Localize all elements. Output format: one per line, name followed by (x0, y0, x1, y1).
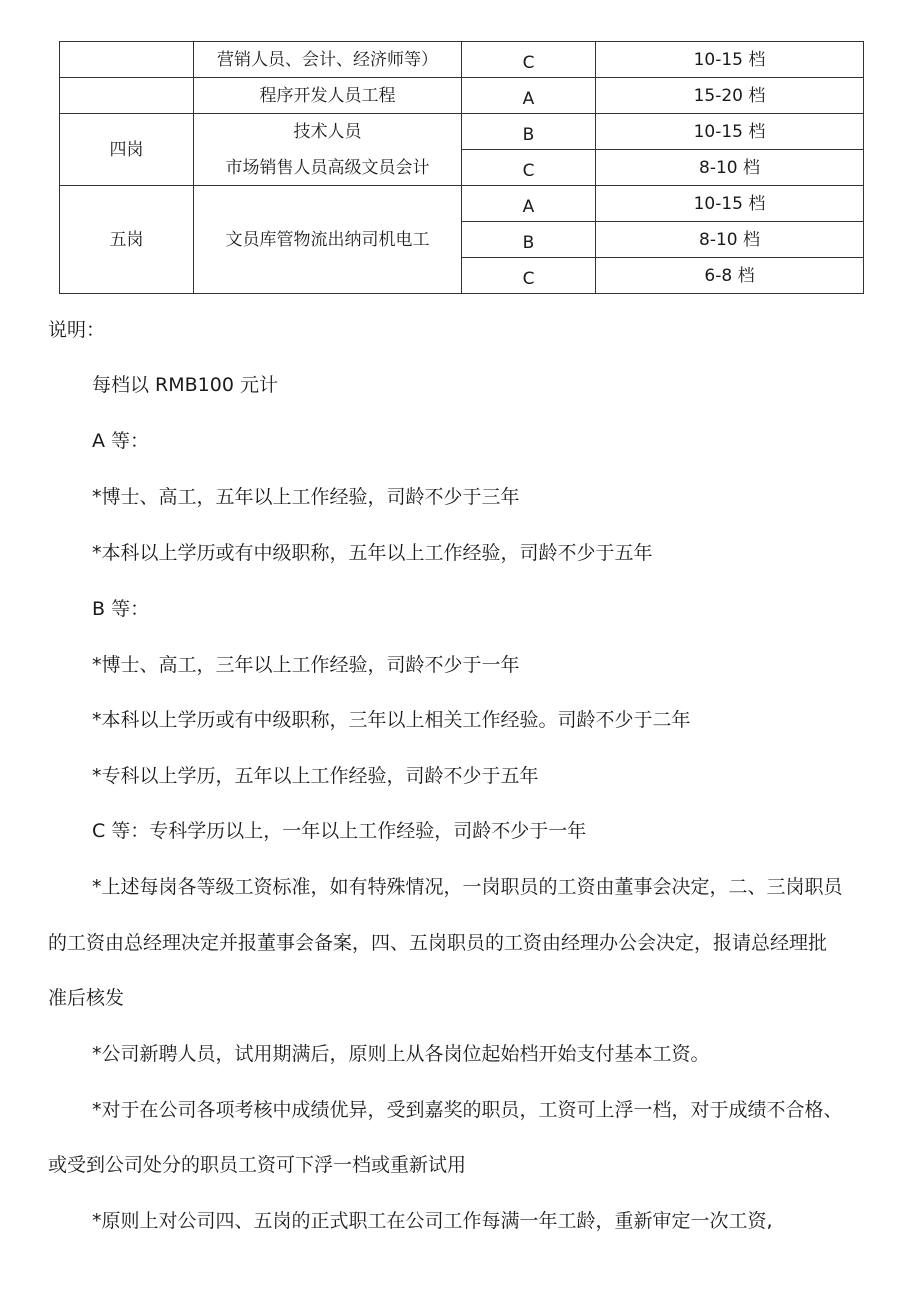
paragraph-line: *公司新聘人员，试用期满后，原则上从各岗位起始档开始支付基本工资。 (92, 1043, 710, 1065)
table-row (60, 42, 864, 78)
position-cell: 五岗 (60, 186, 194, 294)
role-line: 市场销售人员高级文员会计 (225, 157, 430, 178)
grade-cell: C (462, 150, 596, 186)
table-row (60, 186, 864, 222)
grade-salary-table (59, 41, 864, 294)
position-cell (60, 42, 194, 78)
paragraph-line: 的工资由总经理决定并报董事会备案，四、五岗职员的工资由经理办公会决定，报请总经理批 (48, 932, 828, 954)
position-cell: 四岗 (60, 114, 194, 186)
paragraph-line: 或受到公司处分的职员工资可下浮一档或重新试用 (48, 1154, 467, 1176)
role-line: 技术人员 (293, 121, 362, 142)
role-cell (194, 114, 462, 186)
range-cell: 15-20 档 (596, 78, 864, 114)
range-cell: 10-15 档 (596, 42, 864, 78)
grade-cell: A (462, 186, 596, 222)
grade-b-criterion: *本科以上学历或有中级职称，三年以上相关工作经验。司龄不少于二年 (92, 709, 691, 731)
role-cell: 营销人员、会计、经济师等） (194, 42, 462, 78)
paragraph-line: *原则上对公司四、五岗的正式职工在公司工作每满一年工龄，重新审定一次工资, (92, 1210, 773, 1232)
grade-a-title: A 等： (92, 430, 150, 452)
table-row (60, 114, 864, 150)
paragraph-line: *上述每岗各等级工资标准，如有特殊情况，一岗职员的工资由董事会决定，二、三岗职员 (92, 876, 843, 898)
range-cell: 10-15 档 (596, 114, 864, 150)
paragraph-line: *对于在公司各项考核中成绩优异，受到嘉奖的职员，工资可上浮一档，对于成绩不合格、 (92, 1099, 843, 1121)
role-cell: 文员库管物流出纳司机电工 (194, 186, 462, 294)
range-cell: 10-15 档 (596, 186, 864, 222)
grade-cell: C (462, 258, 596, 294)
table-row (60, 78, 864, 114)
grade-a-criterion: *本科以上学历或有中级职称，五年以上工作经验，司龄不少于五年 (92, 542, 653, 564)
notes-heading: 说明： (48, 319, 106, 341)
role-cell: 程序开发人员工程 (194, 78, 462, 114)
grade-cell: B (462, 114, 596, 150)
range-cell: 6-8 档 (596, 258, 864, 294)
grade-b-criterion: *专科以上学历，五年以上工作经验，司龄不少于五年 (92, 765, 539, 787)
position-cell (60, 78, 194, 114)
range-cell: 8-10 档 (596, 222, 864, 258)
unit-note: 每档以 RMB100 元计 (92, 374, 278, 396)
grade-b-criterion: *博士、高工，三年以上工作经验，司龄不少于一年 (92, 654, 520, 676)
grade-a-criterion: *博士、高工，五年以上工作经验，司龄不少于三年 (92, 486, 520, 508)
grade-cell: B (462, 222, 596, 258)
grade-cell: C (462, 42, 596, 78)
grade-b-title: B 等： (92, 598, 150, 620)
grade-c-line: C 等：专科学历以上，一年以上工作经验，司龄不少于一年 (92, 820, 587, 842)
paragraph-line: 准后核发 (48, 987, 125, 1009)
range-cell: 8-10 档 (596, 150, 864, 186)
grade-cell: A (462, 78, 596, 114)
